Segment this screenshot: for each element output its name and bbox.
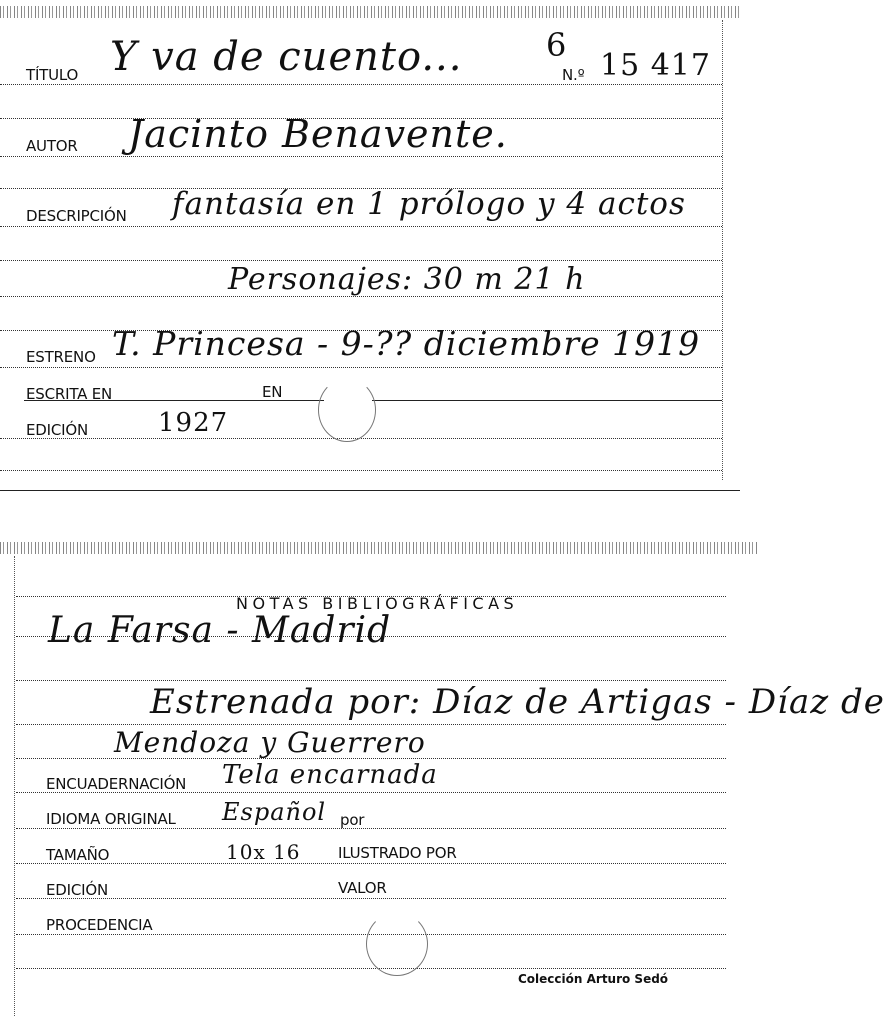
card-edge [14,556,15,1016]
numero-label: N.º [562,66,585,84]
descripcion-value: fantasía en 1 prólogo y 4 actos [172,186,686,222]
edicion-label: EDICIÓN [46,881,108,899]
titulo-label: TÍTULO [26,66,79,84]
tamano-label: TAMAÑO [46,846,110,864]
por-label: por [340,811,365,829]
notas-heading: NOTAS BIBLIOGRÁFICAS [236,594,519,613]
punch-hole [318,378,376,442]
titulo-value: Y va de cuento... [110,34,463,80]
escrita-en-label: ESCRITA EN [26,385,113,403]
valor-label: VALOR [338,879,387,897]
edicion-label: EDICIÓN [26,421,88,439]
scan-edge [0,6,740,18]
punch-hole [366,912,428,976]
descripcion-label: DESCRIPCIÓN [26,207,127,225]
idioma-value: Español [222,798,327,826]
ilustrado-label: ILUSTRADO POR [338,844,457,862]
encuadernacion-value: Tela encarnada [222,760,438,790]
nota-1: La Farsa - Madrid [48,610,392,651]
en-label: EN [262,383,283,401]
procedencia-label: PROCEDENCIA [46,916,153,934]
nota-3: Mendoza y Guerrero [114,726,426,759]
coleccion-stamp: Colección Arturo Sedó [518,972,669,986]
idioma-label: IDIOMA ORIGINAL [46,810,176,828]
catalog-card-back [0,540,885,1028]
encuadernacion-label: ENCUADERNACIÓN [46,775,187,793]
card-edge [722,20,723,480]
tamano-value: 10x 16 [226,840,301,864]
numero-mark: 6 [546,26,568,64]
catalog-card-front [0,0,759,495]
edicion-value: 1927 [158,408,229,438]
estreno-label: ESTRENO [26,348,96,366]
nota-2: Estrenada por: Díaz de Artigas - Díaz de [150,682,885,722]
numero-value: 15 417 [600,48,711,83]
autor-value: Jacinto Benavente. [128,112,508,156]
scan-edge [0,542,759,554]
autor-label: AUTOR [26,137,78,155]
estreno-value: T. Princesa - 9-?? diciembre 1919 [112,324,701,363]
personajes-value: Personajes: 30 m 21 h [228,262,586,297]
